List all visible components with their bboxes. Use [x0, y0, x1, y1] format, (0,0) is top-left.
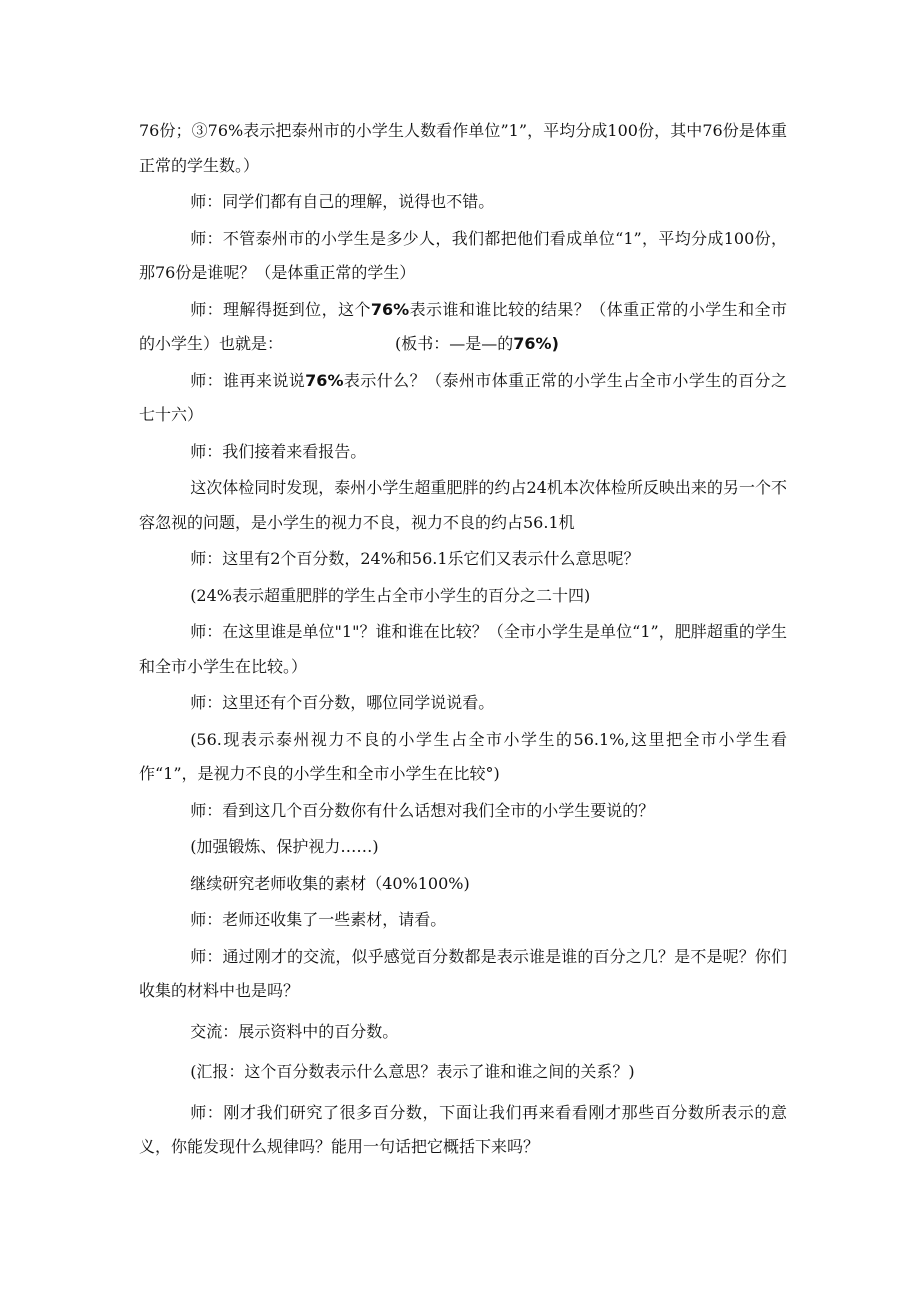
board-note: (板书：—是—的: [395, 334, 514, 353]
paragraph-text: 师：看到这几个百分数你有什么话想对我们全市的小学生要说的？: [190, 800, 655, 820]
paragraph-20: [139, 1096, 787, 1165]
paragraph-text: (24%表示超重肥胖的学生占全市小学生的百分之二十四): [190, 585, 591, 605]
paragraph-text: 76份；③76%表示把泰州市的小学生人数看作单位”1”，平均分成100份，其中76份是体重正常的学生数。）: [139, 121, 787, 175]
paragraph-text: 交流：展示资料中的百分数。: [190, 1021, 399, 1041]
paragraph-4: [139, 293, 787, 362]
paragraph-text: 师：这里还有个百分数，哪位同学说说看。: [190, 693, 495, 712]
document-body: [139, 114, 787, 1165]
paragraph-text: 师：这里有2个百分数，24%和56.1乐它们又表示什么意思呢？: [190, 549, 640, 568]
paragraph-text: (加强锻炼、保护视力……): [190, 837, 379, 856]
paragraph-19: [139, 1055, 787, 1090]
paragraph-text: 继续研究老师收集的素材（40%100%): [190, 873, 470, 893]
paragraph-17: [139, 940, 787, 1009]
paragraph-text: 表示谁和谁比较的结果？（体重正常的小学生和全市的小学生）也就是：: [139, 299, 787, 353]
paragraph-11: [139, 686, 787, 721]
paragraph-16: [139, 903, 787, 938]
paragraph-14: [139, 830, 787, 865]
paragraph-6: [139, 435, 787, 470]
paragraph-text: 这次体检同时发现，泰州小学生超重肥胖的约占24机本次体检所反映出来的另一个不容忽视的问题，是小学生的视力不良，视力不良的约占56.1机: [139, 478, 787, 532]
paragraph-1: [139, 114, 787, 183]
paragraph-text: (56.现表示泰州视力不良的小学生占全市小学生的56.1%,这里把全市小学生看作“1”，是视力不良的小学生和全市小学生在比较°): [139, 729, 787, 783]
paragraph-5: [139, 364, 787, 433]
percent-bold: 76%: [370, 299, 410, 319]
paragraph-15: [139, 867, 787, 902]
paragraph-2: [139, 185, 787, 220]
paragraph-3: [139, 222, 787, 291]
paragraph-text: 师：不管泰州市的小学生是多少人，我们都把他们看成单位“1”，平均分成100份，那76份是谁呢？（是体重正常的学生）: [139, 228, 787, 282]
paragraph-9: [139, 579, 787, 614]
percent-bold: 76%): [513, 334, 559, 353]
paragraph-text: 师：在这里谁是单位"1"？谁和谁在比较？（全市小学生是单位“1”，肥胖超重的学生和全市小学生在比较。）: [139, 622, 787, 676]
paragraph-18: [139, 1015, 787, 1050]
paragraph-13: [139, 794, 787, 829]
paragraph-text: 表示什么？（泰州市体重正常的小学生占全市小学生的百分之七十六）: [139, 370, 787, 424]
paragraph-text: 师：同学们都有自己的理解，说得也不错。: [190, 192, 495, 211]
paragraph-text: 师：老师还收集了一些素材，请看。: [190, 910, 447, 929]
paragraph-text: 师：谁再来说说: [190, 370, 306, 390]
paragraph-text: (汇报：这个百分数表示什么意思？表示了谁和谁之间的关系？): [190, 1062, 635, 1081]
paragraph-text: 师：理解得挺到位，这个: [190, 299, 371, 319]
paragraph-12: [139, 723, 787, 792]
paragraph-8: [139, 542, 787, 577]
percent-bold: 76%: [305, 370, 344, 390]
paragraph-text: 师：刚才我们研究了很多百分数，下面让我们再来看看刚才那些百分数所表示的意义，你能发现什么规律吗？能用一句话把它概括下来吗？: [139, 1102, 787, 1156]
paragraph-10: [139, 615, 787, 684]
paragraph-text: 师：我们接着来看报告。: [190, 441, 367, 461]
paragraph-7: [139, 471, 787, 540]
paragraph-text: 师：通过刚才的交流，似乎感觉百分数都是表示谁是谁的百分之几？是不是呢？你们收集的材料中也是吗？: [139, 946, 787, 1000]
